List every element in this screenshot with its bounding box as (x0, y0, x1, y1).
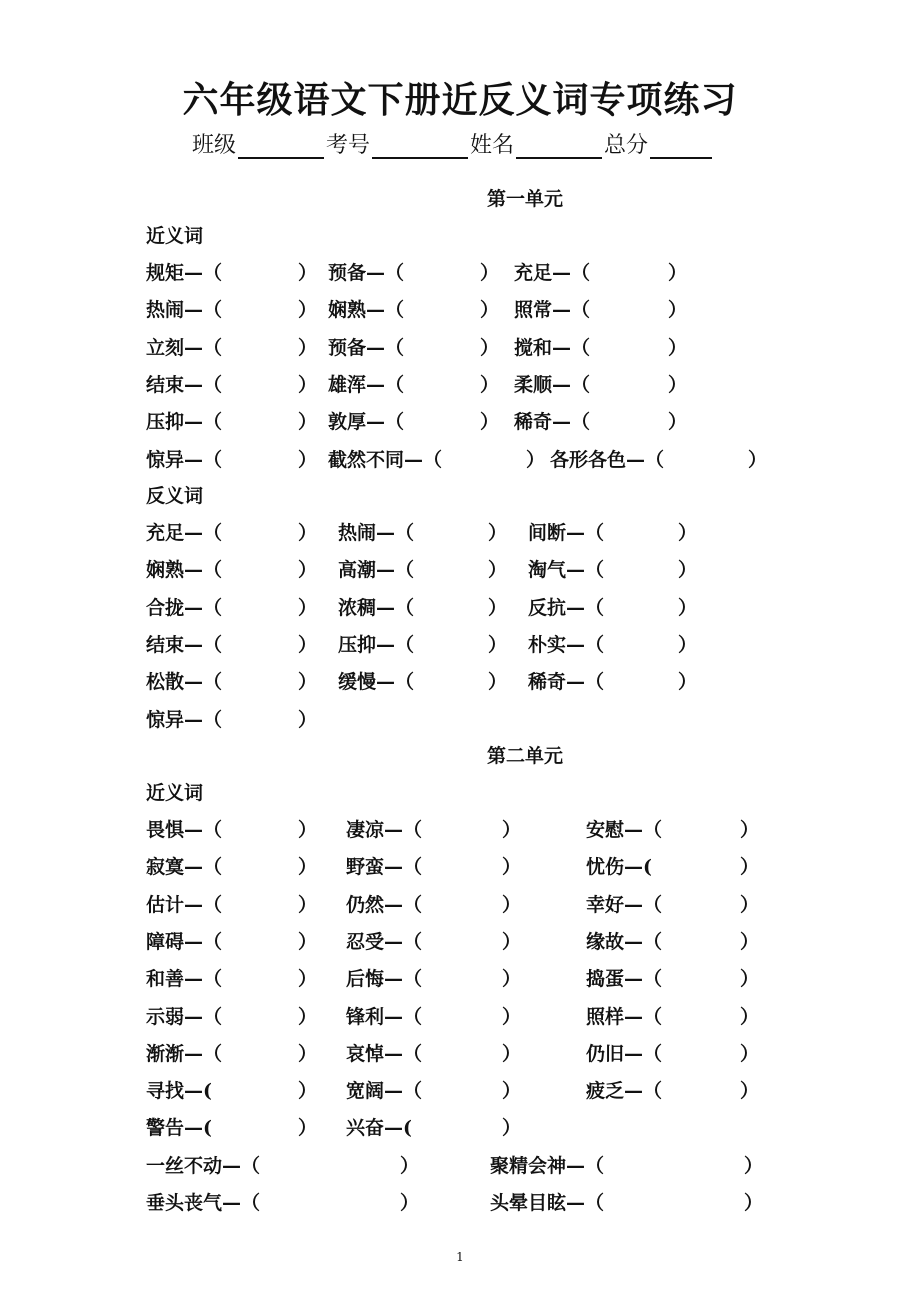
unit-heading: 第一单元 (487, 188, 564, 210)
unit-heading: 第二单元 (487, 745, 564, 767)
word-prompt: 截然不同—（ (328, 448, 443, 471)
answer-blank-close[interactable]: ） (298, 708, 318, 731)
word-prompt: 寻找—( (146, 1080, 212, 1103)
answer-blank-close[interactable]: ） (298, 1005, 318, 1028)
answer-blank-close[interactable]: ） (502, 1080, 522, 1103)
exercise-row (146, 815, 846, 845)
answer-blank-close[interactable]: ） (298, 893, 318, 916)
word-prompt: 娴熟—（ (146, 559, 223, 582)
word-prompt: 敦厚—（ (328, 411, 405, 434)
exercise-row (146, 445, 846, 475)
exercise-row (146, 593, 846, 623)
exercise-row (146, 630, 846, 660)
name-blank[interactable] (516, 133, 602, 159)
exam-number-blank[interactable] (372, 133, 468, 159)
answer-blank-close[interactable]: ） (488, 522, 508, 544)
answer-blank-close[interactable]: ） (298, 262, 318, 284)
word-prompt: 疲乏—（ (586, 1080, 663, 1103)
exam-number-label: 考号 (326, 133, 371, 158)
exercise-row (146, 258, 846, 288)
word-prompt: 照常—（ (514, 299, 591, 322)
answer-blank-close[interactable]: ） (668, 411, 688, 434)
answer-blank-close[interactable]: ） (740, 1005, 760, 1028)
exercise-row (146, 407, 846, 437)
word-prompt: 松散—（ (146, 671, 223, 694)
answer-blank-close[interactable]: ） (668, 373, 688, 396)
answer-blank-close[interactable]: ） (502, 930, 522, 953)
exercise-row (146, 705, 846, 735)
answer-blank-close[interactable]: ） (678, 671, 698, 694)
answer-blank-close[interactable]: ） (298, 559, 318, 582)
answer-blank-close[interactable]: ） (298, 1080, 318, 1103)
word-prompt: 忍受—（ (346, 930, 423, 953)
answer-blank-close[interactable]: ） (298, 968, 318, 991)
word-prompt: 朴实—（ (528, 633, 605, 656)
word-prompt: 充足—（ (146, 522, 223, 544)
word-prompt: 合拢—（ (146, 596, 223, 619)
word-prompt: 示弱—（ (146, 1005, 223, 1028)
word-prompt: 捣蛋—（ (586, 968, 663, 991)
answer-blank-close[interactable]: ） (740, 1080, 760, 1103)
section-label: 近义词 (146, 782, 204, 804)
word-prompt: 稀奇—（ (528, 671, 605, 694)
page-number: 1 (456, 1250, 464, 1264)
word-prompt: 照样—（ (586, 1005, 663, 1028)
answer-blank-close[interactable]: ） (298, 1042, 318, 1065)
answer-blank-close[interactable]: ） (298, 930, 318, 953)
answer-blank-close[interactable]: ） (298, 819, 318, 841)
answer-blank-close[interactable]: ） (298, 448, 318, 471)
word-prompt: 娴熟—（ (328, 299, 405, 322)
word-prompt: 垂头丧气—（ (146, 1192, 261, 1214)
answer-blank-close[interactable]: ） (400, 1154, 420, 1177)
word-prompt: 反抗—（ (528, 596, 605, 619)
exercise-row (146, 667, 846, 697)
answer-blank-close[interactable]: ） (488, 671, 508, 694)
answer-blank-close[interactable]: ） (740, 1042, 760, 1065)
answer-blank-close[interactable]: ） (480, 262, 500, 284)
answer-blank-close[interactable]: ） (502, 1005, 522, 1028)
word-prompt: 浓稠—（ (338, 596, 415, 619)
answer-blank-close[interactable]: ） (678, 596, 698, 619)
word-prompt: 预备—（ (328, 336, 405, 359)
word-prompt: 惊异—（ (146, 448, 223, 471)
word-prompt: 锋利—（ (346, 1005, 423, 1028)
word-prompt: 雄浑—（ (328, 373, 405, 396)
answer-blank-close[interactable]: ） (298, 1117, 318, 1140)
exercise-row (146, 1151, 846, 1181)
answer-blank-close[interactable]: ） (748, 448, 768, 471)
answer-blank-close[interactable]: ） (298, 856, 318, 879)
word-prompt: 凄凉—（ (346, 819, 423, 841)
answer-blank-close[interactable]: ） (298, 522, 318, 544)
word-prompt: 头晕目眩—（ (490, 1192, 605, 1214)
word-prompt: 高潮—（ (338, 559, 415, 582)
section-label: 近义词 (146, 225, 204, 247)
word-prompt: 规矩—（ (146, 262, 223, 284)
section-label: 反义词 (146, 485, 204, 507)
answer-blank-close[interactable]: ） (744, 1192, 764, 1214)
answer-blank-close[interactable]: ） (526, 448, 546, 471)
answer-blank-close[interactable]: ） (298, 373, 318, 396)
answer-blank-close[interactable]: ） (678, 522, 698, 544)
answer-blank-close[interactable]: ） (668, 336, 688, 359)
page-title: 六年级语文下册近反义词专项练习 (182, 80, 738, 121)
word-prompt: 充足—（ (514, 262, 591, 284)
word-prompt: 压抑—（ (146, 411, 223, 434)
exercise-row (146, 555, 846, 585)
answer-blank-close[interactable]: ） (502, 968, 522, 991)
answer-blank-close[interactable]: ） (502, 1042, 522, 1065)
exercise-row (146, 1076, 846, 1106)
answer-blank-close[interactable]: ） (488, 596, 508, 619)
answer-blank-close[interactable]: ） (740, 968, 760, 991)
answer-blank-close[interactable]: ） (740, 856, 760, 879)
exercise-row (146, 1113, 846, 1143)
exercise-row (146, 1002, 846, 1032)
word-prompt: 热闹—（ (146, 299, 223, 322)
word-prompt: 野蛮—（ (346, 856, 423, 879)
word-prompt: 压抑—（ (338, 633, 415, 656)
answer-blank-close[interactable]: ） (678, 633, 698, 656)
answer-blank-close[interactable]: ） (298, 633, 318, 656)
answer-blank-close[interactable]: ） (298, 299, 318, 322)
word-prompt: 幸好—（ (586, 893, 663, 916)
exercise-row (146, 518, 846, 548)
answer-blank-close[interactable]: ） (740, 893, 760, 916)
word-prompt: 后悔—（ (346, 968, 423, 991)
name-label: 姓名 (470, 133, 515, 158)
word-prompt: 柔顺—（ (514, 373, 591, 396)
answer-blank-close[interactable]: ） (298, 411, 318, 434)
answer-blank-close[interactable]: ） (668, 262, 688, 284)
word-prompt: 缓慢—（ (338, 671, 415, 694)
word-prompt: 警告—( (146, 1117, 212, 1140)
answer-blank-close[interactable]: ） (298, 596, 318, 619)
word-prompt: 间断—（ (528, 522, 605, 544)
answer-blank-close[interactable]: ） (480, 411, 500, 434)
word-prompt: 稀奇—（ (514, 411, 591, 434)
word-prompt: 立刻—（ (146, 336, 223, 359)
word-prompt: 缘故—（ (586, 930, 663, 953)
total-score-blank[interactable] (650, 133, 712, 159)
answer-blank-close[interactable]: ） (502, 819, 522, 841)
answer-blank-close[interactable]: ） (678, 559, 698, 582)
word-prompt: 一丝不动—（ (146, 1154, 261, 1177)
class-label: 班级 (192, 133, 237, 158)
answer-blank-close[interactable]: ） (740, 930, 760, 953)
word-prompt: 惊异—（ (146, 708, 223, 731)
answer-blank-close[interactable]: ） (502, 856, 522, 879)
word-prompt: 搅和—（ (514, 336, 591, 359)
exercise-row (146, 964, 846, 994)
word-prompt: 结束—（ (146, 633, 223, 656)
exercise-row (146, 927, 846, 957)
answer-blank-close[interactable]: ） (502, 1117, 522, 1140)
word-prompt: 估计—（ (146, 893, 223, 916)
exercise-row (146, 370, 846, 400)
class-blank[interactable] (238, 133, 324, 159)
answer-blank-close[interactable]: ） (488, 633, 508, 656)
answer-blank-close[interactable]: ） (480, 336, 500, 359)
word-prompt: 障碍—（ (146, 930, 223, 953)
exercise-row (146, 852, 846, 882)
word-prompt: 宽阔—（ (346, 1080, 423, 1103)
answer-blank-close[interactable]: ） (740, 819, 760, 841)
answer-blank-close[interactable]: ） (488, 559, 508, 582)
answer-blank-close[interactable]: ） (298, 336, 318, 359)
student-info-line (192, 128, 714, 159)
answer-blank-close[interactable]: ） (298, 671, 318, 694)
answer-blank-close[interactable]: ） (668, 299, 688, 322)
word-prompt: 寂寞—（ (146, 856, 223, 879)
word-prompt: 兴奋—( (346, 1117, 412, 1140)
word-prompt: 结束—（ (146, 373, 223, 396)
answer-blank-close[interactable]: ） (400, 1192, 420, 1214)
word-prompt: 淘气—（ (528, 559, 605, 582)
word-prompt: 和善—（ (146, 968, 223, 991)
exercise-row (146, 1039, 846, 1069)
answer-blank-close[interactable]: ） (744, 1154, 764, 1177)
word-prompt: 预备—（ (328, 262, 405, 284)
word-prompt: 仍然—（ (346, 893, 423, 916)
word-prompt: 畏惧—（ (146, 819, 223, 841)
word-prompt: 哀悼—（ (346, 1042, 423, 1065)
word-prompt: 忧伤—( (586, 856, 652, 879)
exercise-row (146, 1188, 846, 1218)
word-prompt: 安慰—（ (586, 819, 663, 841)
exercise-row (146, 333, 846, 363)
answer-blank-close[interactable]: ） (502, 893, 522, 916)
word-prompt: 渐渐—（ (146, 1042, 223, 1065)
exercise-row (146, 295, 846, 325)
word-prompt: 仍旧—（ (586, 1042, 663, 1065)
word-prompt: 热闹—（ (338, 522, 415, 544)
word-prompt: 聚精会神—（ (490, 1154, 605, 1177)
exercise-row (146, 890, 846, 920)
answer-blank-close[interactable]: ） (480, 299, 500, 322)
total-score-label: 总分 (604, 133, 649, 158)
answer-blank-close[interactable]: ） (480, 373, 500, 396)
word-prompt: 各形各色—（ (550, 448, 665, 471)
